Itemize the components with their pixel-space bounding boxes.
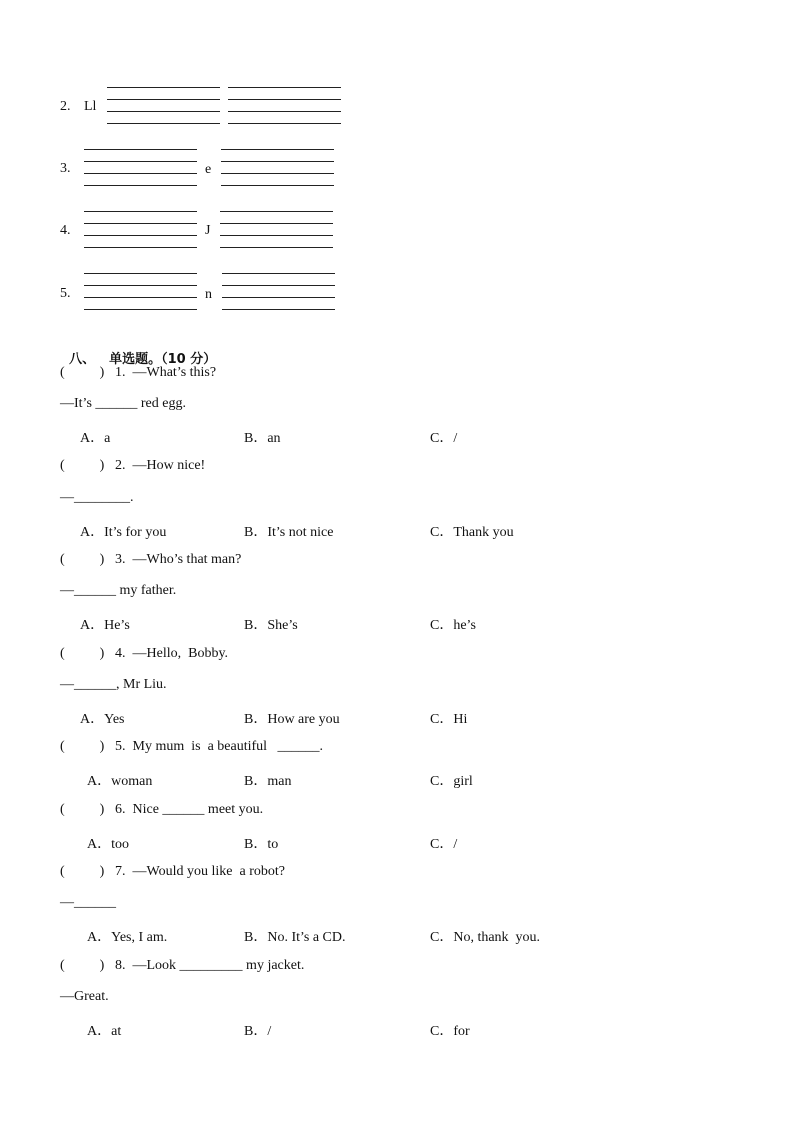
answer-bracket[interactable]: ( )	[60, 458, 105, 473]
writing-line	[220, 223, 333, 224]
writing-line	[84, 185, 197, 186]
question-stem: 3. —Who’s that man?	[115, 552, 242, 567]
question-line2: —________.	[60, 490, 134, 505]
option-c: C．girl	[430, 774, 473, 789]
writing-line	[84, 161, 197, 162]
writing-line	[221, 173, 334, 174]
writing-line	[84, 247, 197, 248]
item-number: 5.	[60, 286, 71, 301]
option-b: B．/	[244, 1024, 272, 1039]
writing-line	[84, 211, 197, 212]
writing-line	[228, 123, 341, 124]
option-b: B．No. It’s a CD.	[244, 930, 346, 945]
writing-line	[107, 99, 220, 100]
question-stem: 1. —What’s this?	[115, 365, 217, 380]
item-letter: Ll	[84, 99, 97, 114]
writing-line	[220, 247, 333, 248]
item-letter: e	[205, 162, 212, 177]
option-a: A．a	[80, 431, 111, 446]
option-a: A．It’s for you	[80, 525, 167, 540]
writing-line	[84, 285, 197, 286]
section-title: 单选题。	[109, 352, 162, 367]
item-number: 2.	[60, 99, 71, 114]
question-stem: 7. —Would you like a robot?	[115, 864, 285, 879]
option-b: B．to	[244, 837, 279, 852]
writing-line	[84, 309, 197, 310]
answer-bracket[interactable]: ( )	[60, 739, 105, 754]
item-number: 3.	[60, 161, 71, 176]
writing-line	[221, 185, 334, 186]
answer-bracket[interactable]: ( )	[60, 552, 105, 567]
writing-line	[228, 111, 341, 112]
writing-line	[222, 297, 335, 298]
question-line2: —______	[60, 895, 116, 910]
item-number: 4.	[60, 223, 71, 238]
option-b: B．an	[244, 431, 281, 446]
writing-line	[84, 149, 197, 150]
question-stem: 4. —Hello, Bobby.	[115, 646, 229, 661]
answer-bracket[interactable]: ( )	[60, 802, 105, 817]
writing-line	[107, 111, 220, 112]
writing-line	[84, 297, 197, 298]
writing-line	[222, 273, 335, 274]
option-c: C．he’s	[430, 618, 476, 633]
writing-line	[222, 309, 335, 310]
option-a: A．Yes, I am.	[87, 930, 168, 945]
section-score: （10 分）	[161, 352, 217, 367]
option-c: C．Thank you	[430, 525, 514, 540]
option-a: A．Yes	[80, 712, 125, 727]
writing-line	[221, 161, 334, 162]
writing-line	[84, 273, 197, 274]
question-stem: 8. —Look _________ my jacket.	[115, 958, 305, 973]
option-b: B．It’s not nice	[244, 525, 334, 540]
question-stem: 5. My mum is a beautiful ______.	[115, 739, 324, 754]
answer-bracket[interactable]: ( )	[60, 958, 105, 973]
item-letter: n	[205, 287, 212, 302]
writing-line	[220, 211, 333, 212]
question-stem: 6. Nice ______ meet you.	[115, 802, 264, 817]
option-b: B．She’s	[244, 618, 298, 633]
option-a: A．woman	[87, 774, 153, 789]
answer-bracket[interactable]: ( )	[60, 864, 105, 879]
writing-line	[84, 173, 197, 174]
writing-line	[84, 223, 197, 224]
option-a: A．at	[87, 1024, 122, 1039]
option-c: C．/	[430, 431, 458, 446]
writing-line	[107, 123, 220, 124]
option-b: B．How are you	[244, 712, 340, 727]
question-line2: —______ my father.	[60, 583, 177, 598]
question-stem: 2. —How nice!	[115, 458, 206, 473]
writing-line	[228, 99, 341, 100]
option-b: B．man	[244, 774, 292, 789]
writing-line	[222, 285, 335, 286]
option-c: C．No, thank you.	[430, 930, 541, 945]
answer-bracket[interactable]: ( )	[60, 646, 105, 661]
option-a: A．He’s	[80, 618, 130, 633]
answer-bracket[interactable]: ( )	[60, 365, 105, 380]
writing-line	[228, 87, 341, 88]
writing-line	[221, 149, 334, 150]
question-line2: —______, Mr Liu.	[60, 677, 167, 692]
writing-line	[107, 87, 220, 88]
writing-line	[220, 235, 333, 236]
section-number: 八、	[69, 352, 96, 367]
option-c: C．Hi	[430, 712, 468, 727]
option-c: C．/	[430, 837, 458, 852]
option-a: A．too	[87, 837, 129, 852]
writing-line	[84, 235, 197, 236]
question-line2: —Great.	[60, 989, 109, 1004]
question-line2: —It’s ______ red egg.	[60, 396, 186, 411]
section-heading	[60, 333, 216, 367]
item-letter: J	[205, 223, 211, 238]
option-c: C．for	[430, 1024, 470, 1039]
